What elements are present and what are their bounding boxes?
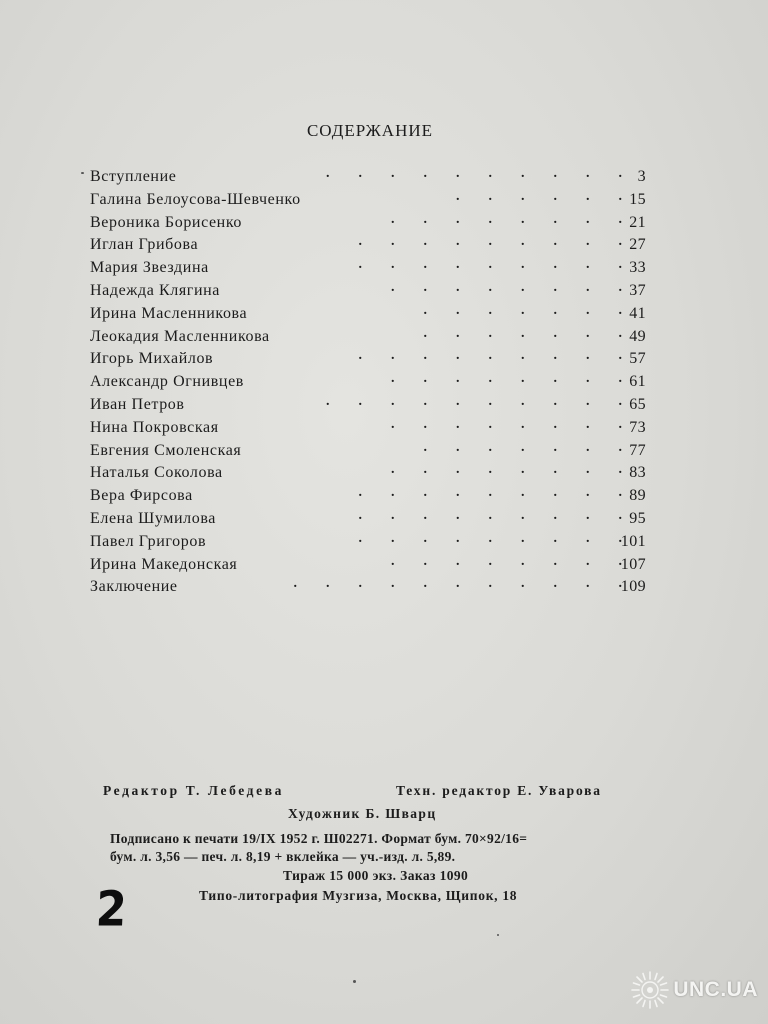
toc-entry-name: Галина Белоусова-Шевченко <box>90 190 301 208</box>
toc-entry-page: 89 <box>629 487 646 505</box>
artist-credit: Художник Б. Шварц <box>288 806 437 821</box>
toc-entry-page: 21 <box>629 213 646 231</box>
toc-entry-name: Нина Покровская <box>90 418 219 436</box>
toc-leader-dots: . . . . . . . . <box>391 279 622 295</box>
toc-entry-name: Мария Звездина <box>90 259 209 277</box>
toc-entry-name: Иван Петров <box>90 395 185 413</box>
toc-entry-page: 95 <box>629 509 646 527</box>
toc-entry-page: 33 <box>629 259 646 277</box>
toc-entry-name: Надежда Клягина <box>90 281 220 299</box>
toc-leader-dots: . . . . . . . . . <box>358 234 622 250</box>
sunburst-logo-icon <box>630 970 670 1010</box>
toc-entry-page: 83 <box>629 464 646 482</box>
toc-leader-dots: . . . . . . . . . <box>358 485 622 501</box>
toc-leader-dots: . . . . . . . <box>423 439 622 455</box>
toc-entry-name: Игорь Михайлов <box>90 350 214 368</box>
toc-leader-dots: . . . . . . . <box>423 302 622 318</box>
table-of-contents <box>90 166 646 599</box>
toc-leader-dots: . . . . . . . . <box>391 416 622 432</box>
toc-entry-page: 73 <box>629 418 646 436</box>
toc-leader-dots: . . . . . . . . <box>391 371 622 387</box>
toc-entry-name: Леокадия Масленникова <box>90 327 270 345</box>
toc-entry-name: Евгения Смоленская <box>90 441 242 459</box>
toc-leader-dots: . . . . . . . . <box>391 211 622 227</box>
toc-leader-dots: . . . . . . . . . <box>358 507 622 523</box>
print-info-line-2: бум. л. 3,56 — печ. л. 8,19 + вклейка — уч.-изд. л. 5,89. <box>110 849 456 864</box>
toc-entry-page: 41 <box>629 304 646 322</box>
print-run-line: Тираж 15 000 экз. Заказ 1090 <box>283 868 469 883</box>
toc-leader-dots: . . . . . . . . . <box>358 257 622 273</box>
toc-entry-page: 15 <box>629 190 646 208</box>
toc-entry-name: Елена Шумилова <box>90 509 216 527</box>
toc-entry-name: Павел Григоров <box>90 532 207 550</box>
toc-leader-dots: . . . . . . <box>456 188 622 204</box>
toc-entry-name: Ирина Масленникова <box>90 304 248 322</box>
toc-entry-page: 101 <box>620 532 646 550</box>
toc-leader-dots: . . . . . . . . <box>391 553 622 569</box>
toc-entry-name: Иглан Грибова <box>90 236 199 254</box>
editor-credit: Редактор Т. Лебедева <box>103 783 284 798</box>
toc-entry-name: Наталья Соколова <box>90 464 223 482</box>
toc-leader-dots: . . . . . . . . . . . <box>293 576 622 592</box>
toc-leader-dots: . . . . . . . . . <box>358 348 622 364</box>
printer-line: Типо-литография Музгиза, Москва, Щипок, 18 <box>199 888 518 903</box>
toc-leader-dots: . . . . . . . . <box>391 462 622 478</box>
toc-entry <box>90 576 646 599</box>
toc-entry-name: Вера Фирсова <box>90 487 193 505</box>
toc-entry-page: 27 <box>629 236 646 254</box>
toc-entry-page: 77 <box>629 441 646 459</box>
print-info-line-1: Подписано к печати 19/IX 1952 г. Ш02271. Формат бум. 70×92/16= <box>110 831 528 846</box>
watermark <box>630 965 758 1015</box>
toc-entry-page: 37 <box>629 281 646 299</box>
toc-entry-page: 3 <box>637 168 646 185</box>
toc-entry-name: Ирина Македонская <box>90 555 238 573</box>
toc-entry-name: Вероника Борисенко <box>90 213 243 231</box>
toc-entry-name: Заключение <box>90 578 178 596</box>
toc-entry-name: Александр Огнивцев <box>90 373 244 391</box>
toc-leader-dots: . . . . . . . <box>423 325 622 341</box>
toc-entry-page: 65 <box>629 395 646 413</box>
toc-entry-page: 107 <box>620 555 646 573</box>
handwritten-number: 2 <box>94 881 128 938</box>
toc-entry-name: Вступление <box>90 168 177 185</box>
toc-leader-dots: . . . . . . . . . <box>358 530 622 546</box>
watermark-text: UNC.UA <box>673 978 758 1001</box>
toc-entry-page: 57 <box>629 350 646 368</box>
toc-entry-page: 109 <box>620 578 646 596</box>
toc-leader-dots: . . . . . . . . . . <box>326 166 622 181</box>
tech-editor-credit: Техн. редактор Е. Уварова <box>396 783 602 798</box>
toc-leader-dots: . . . . . . . . . . <box>326 393 622 409</box>
toc-entry-page: 49 <box>629 327 646 345</box>
page-title: СОДЕРЖАНИЕ <box>306 121 434 140</box>
toc-entry-page: 61 <box>629 373 646 391</box>
